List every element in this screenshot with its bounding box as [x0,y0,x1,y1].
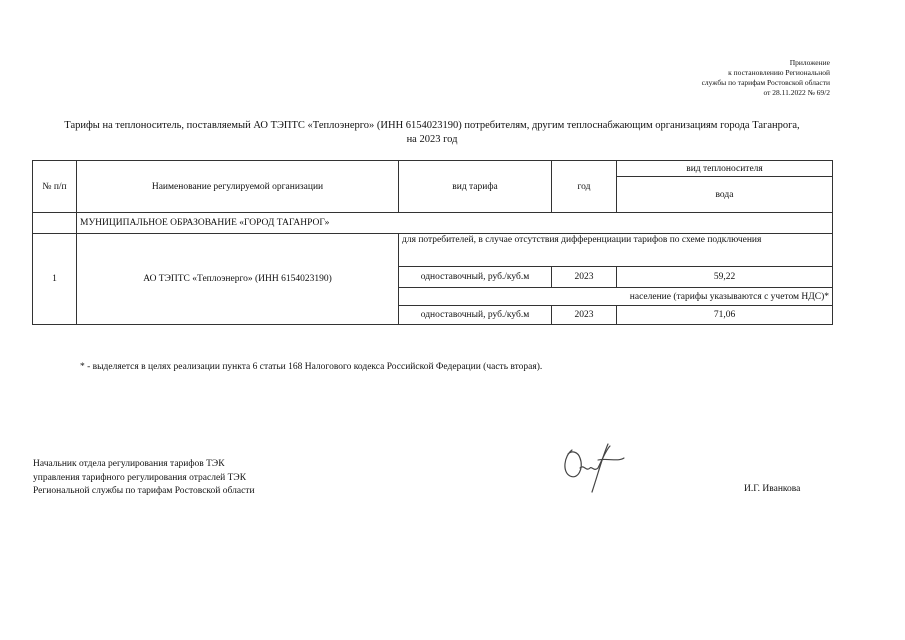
header-tariff-type: вид тарифа [399,161,552,213]
year-cell: 2023 [552,267,617,288]
header-org: Наименование регулируемой организации [77,161,399,213]
appendix-line: службы по тарифам Ростовской области [701,78,830,87]
municipality-name: МУНИЦИПАЛЬНОЕ ОБРАЗОВАНИЕ «ГОРОД ТАГАНРОГ» [77,213,833,234]
tariff-type-cell: одноставочный, руб./куб.м [399,306,552,325]
tariff-type-cell: одноставочный, руб./куб.м [399,267,552,288]
document-title [30,119,834,147]
empty-cell [33,213,77,234]
tariff-table [32,160,833,325]
appendix-line: к постановлению Региональной [728,68,830,77]
header-water: вода [617,177,833,213]
header-coolant-type: вид теплоносителя [617,161,833,177]
signer-line: Начальник отдела регулирования тарифов ТЭК [33,459,225,469]
municipality-row [33,213,833,234]
appendix-line: Приложение [789,58,830,67]
signer-line: управления тарифного регулирования отраслей ТЭК [33,472,247,483]
title-line: Тарифы на теплоноситель, поставляемый АО ТЭПТС «Теплоэнерго» (ИНН 6154023190) потребителям, другим теплоснабжающим организациям города Таганрога, [64,120,800,131]
header-row [33,161,833,177]
appendix-block [510,58,830,98]
row-org: АО ТЭПТС «Теплоэнерго» (ИНН 6154023190) [77,234,399,325]
signer-position [33,458,255,499]
year-cell: 2023 [552,306,617,325]
section-population: население (тарифы указываются с учетом НДС)* [399,288,833,306]
signer-name: И.Г. Иванкова [744,484,801,494]
table-row [33,234,833,267]
handwritten-signature [558,438,638,498]
appendix-line: от 28.11.2022 № 69/2 [763,88,830,97]
section-consumers: для потребителей, в случае отсутствия дифференциации тарифов по схеме подключения [399,234,833,267]
signer-line: Региональной службы по тарифам Ростовской области [33,486,255,496]
footnote: * - выделяется в целях реализации пункта 6 статьи 168 Налогового кодекса Российской Федерации (часть вторая). [80,362,543,372]
header-num: № п/п [33,161,77,213]
header-year: год [552,161,617,213]
value-cell: 71,06 [617,306,833,325]
row-num: 1 [33,234,77,325]
title-line: на 2023 год [406,134,458,145]
value-cell: 59,22 [617,267,833,288]
